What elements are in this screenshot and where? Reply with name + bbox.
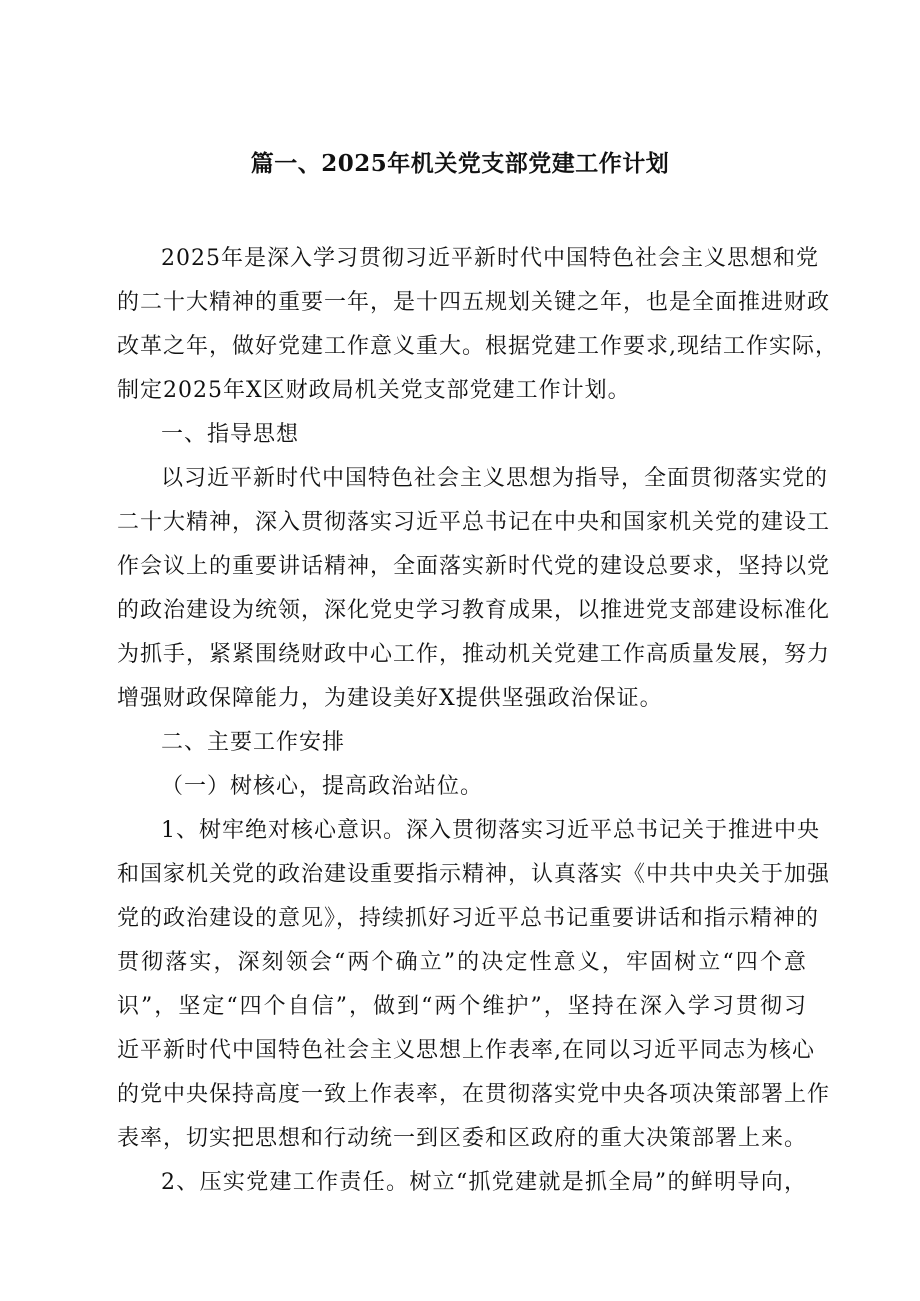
text-line: 识”，坚定“四个自信”，做到“两个维护”，坚持在深入学习贯彻习 <box>117 994 807 1019</box>
intro-paragraph <box>117 237 838 413</box>
document-body <box>117 237 838 1205</box>
section-heading-guiding-ideology: 一、指导思想 <box>161 422 300 447</box>
item-1-paragraph <box>117 809 831 1161</box>
text-line: 增强财政保障能力，为建设美好X提供坚强政治保证。 <box>117 686 663 711</box>
text-line: 以习近平新时代中国特色社会主义思想为指导，全面贯彻落实党的 <box>161 466 829 491</box>
text-line: 党的政治建设的意见》，持续抓好习近平总书记重要讲话和指示精神的 <box>117 906 820 931</box>
section-heading-main-arrangements: 二、主要工作安排 <box>161 730 346 755</box>
text-line: 为抓手，紧紧围绕财政中心工作，推动机关党建工作高质量发展，努力 <box>117 642 831 667</box>
item-2-paragraph <box>117 1161 807 1205</box>
text-line: 和国家机关党的政治建设重要指示精神，认真落实《中共中央关于加强 <box>117 862 831 887</box>
text-line: 1、树牢绝对核心意识。深入贯彻落实习近平总书记关于推进中央 <box>161 818 820 843</box>
text-line: 2、压实党建工作责任。树立“抓党建就是抓全局”的鲜明导向， <box>161 1170 807 1195</box>
document-title: 篇一、2025年机关党支部党建工作计划 <box>250 150 670 177</box>
text-line: 表率，切实把思想和行动统一到区委和区政府的重大决策部署上来。 <box>117 1126 808 1151</box>
text-line: 的二十大精神的重要一年，是十四五规划关键之年，也是全面推进财政 <box>117 290 831 315</box>
text-line: 制定2025年X区财政局机关党支部党建工作计划。 <box>117 378 631 403</box>
text-line: 贯彻落实，深刻领会“两个确立”的决定性意义，牢固树立“四个意 <box>117 950 807 975</box>
text-line: 改革之年，做好党建工作意义重大。根据党建工作要求,现结工作实际， <box>117 334 838 359</box>
guiding-ideology-paragraph <box>117 457 831 721</box>
text-line: 2025年是深入学习贯彻习近平新时代中国特色社会主义思想和党 <box>161 246 819 271</box>
subsection-heading: （一）树核心，提高政治站位。 <box>161 774 484 799</box>
text-line: 的党中央保持高度一致上作表率，在贯彻落实党中央各项决策部署上作 <box>117 1082 831 1107</box>
text-line: 的政治建设为统领，深化党史学习教育成果，以推进党支部建设标准化 <box>117 598 831 623</box>
text-line: 近平新时代中国特色社会主义思想上作表率,在同以习近平同志为核心 <box>117 1038 815 1063</box>
text-line: 作会议上的重要讲话精神，全面落实新时代党的建设总要求，坚持以党 <box>117 554 831 579</box>
text-line: 二十大精神，深入贯彻落实习近平总书记在中央和国家机关党的建设工 <box>117 510 831 535</box>
